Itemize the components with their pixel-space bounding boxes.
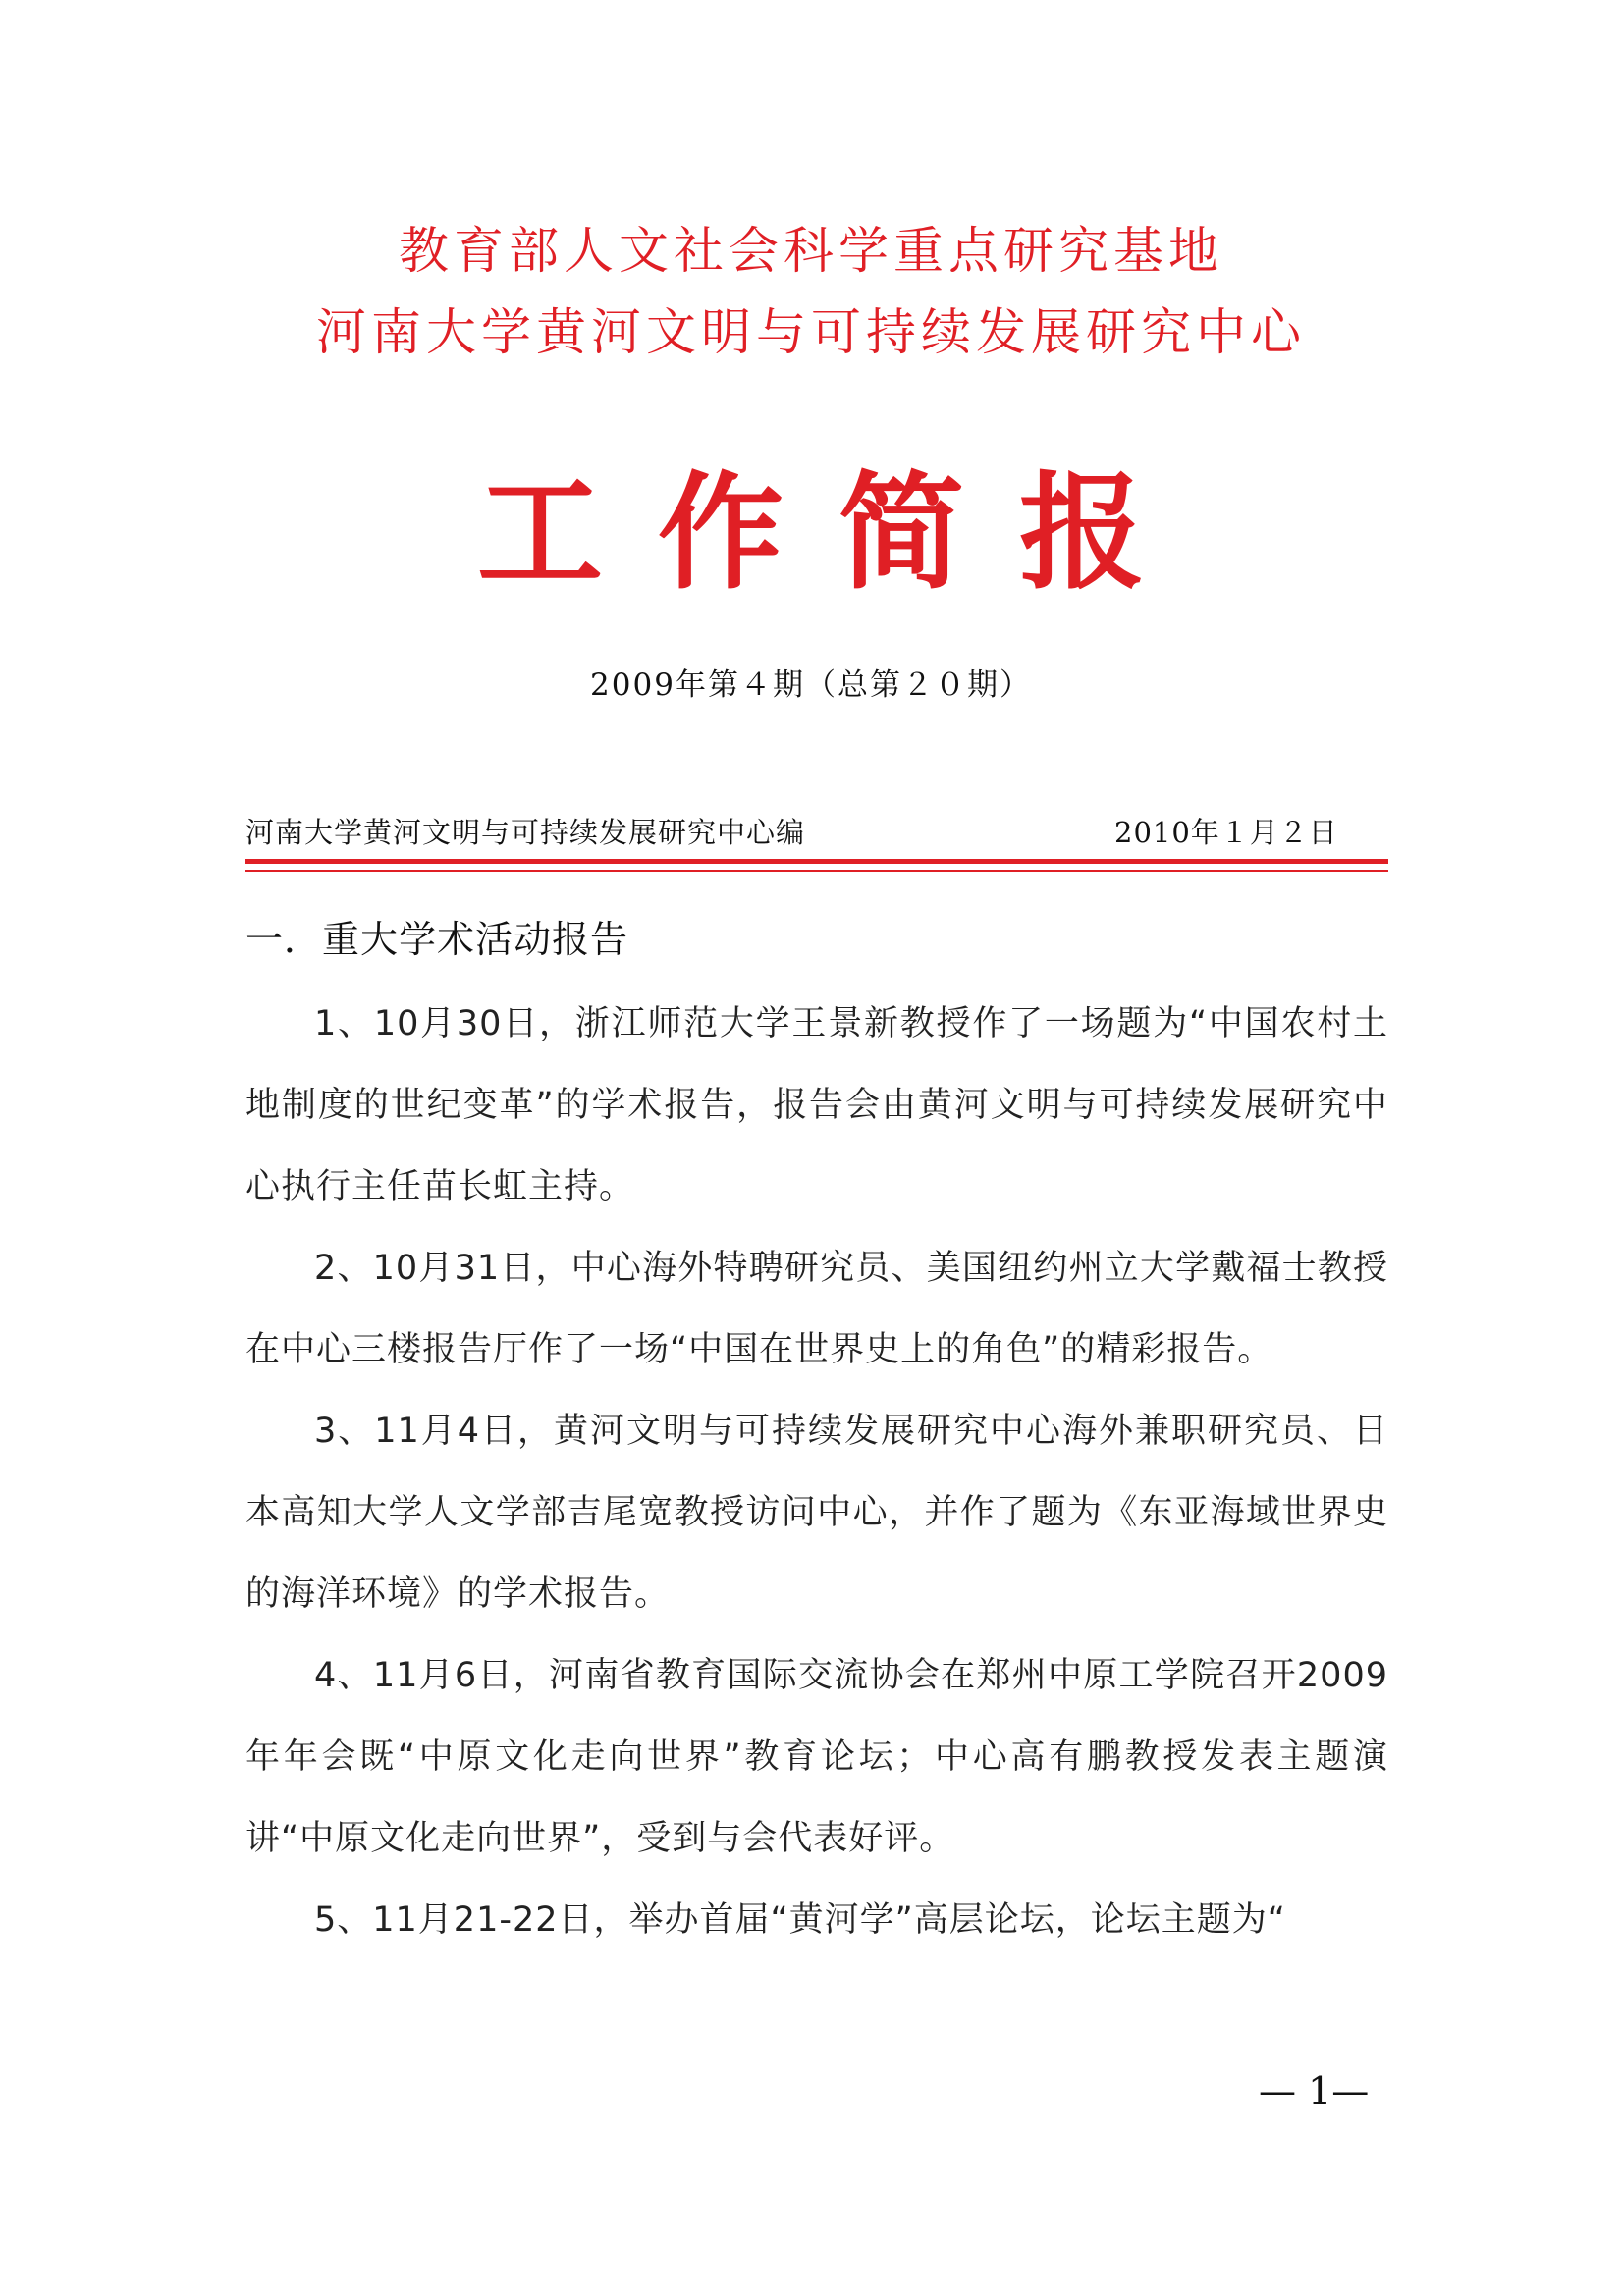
paragraph-5: 5、11月21-22日，举办首届“黄河学”高层论坛，论坛主题为“ bbox=[314, 1900, 1286, 1940]
paragraph-1: 1、10月30日，浙江师范大学王景新教授作了一场题为“中国农村土地制度的世纪变革”的学术报告，报告会由黄河文明与可持续发展研究中心执行主任苗长虹主持。 bbox=[245, 1004, 1388, 1206]
paragraph-4: 4、11月6日，河南省教育国际交流协会在郑州中原工学院召开2009年年会既“中原文化走向世界”教育论坛；中心高有鹏教授发表主题演讲“中原文化走向世界”，受到与会代表好评。 bbox=[245, 1656, 1388, 1858]
masthead-title: 工作简报 bbox=[476, 460, 1200, 607]
masthead-center-line: 河南大学黄河文明与可持续发展研究中心 bbox=[315, 304, 1306, 362]
red-rule-thin bbox=[245, 870, 1388, 872]
issue-number: 2009年第４期（总第２０期） bbox=[590, 667, 1032, 703]
masthead-institution-line: 教育部人文社会科学重点研究基地 bbox=[398, 223, 1223, 281]
paragraph-3: 3、11月4日，黄河文明与可持续发展研究中心海外兼职研究员、日本高知大学人文学部吉尾宽教授访问中心，并作了题为《东亚海域世界史的海洋环境》的学术报告。 bbox=[245, 1412, 1388, 1614]
publication-date: 2010年１月２日 bbox=[1114, 816, 1338, 849]
section-heading: 一．重大学术活动报告 bbox=[245, 918, 629, 961]
body-text bbox=[245, 984, 1388, 1961]
page-number: — 1— bbox=[1259, 2069, 1370, 2112]
red-rule-thick bbox=[245, 859, 1388, 864]
editor-line: 河南大学黄河文明与可持续发展研究中心编 bbox=[245, 816, 806, 849]
paragraph-2: 2、10月31日，中心海外特聘研究员、美国纽约州立大学戴福士教授在中心三楼报告厅作了一场“中国在世界史上的角色”的精彩报告。 bbox=[245, 1249, 1388, 1369]
